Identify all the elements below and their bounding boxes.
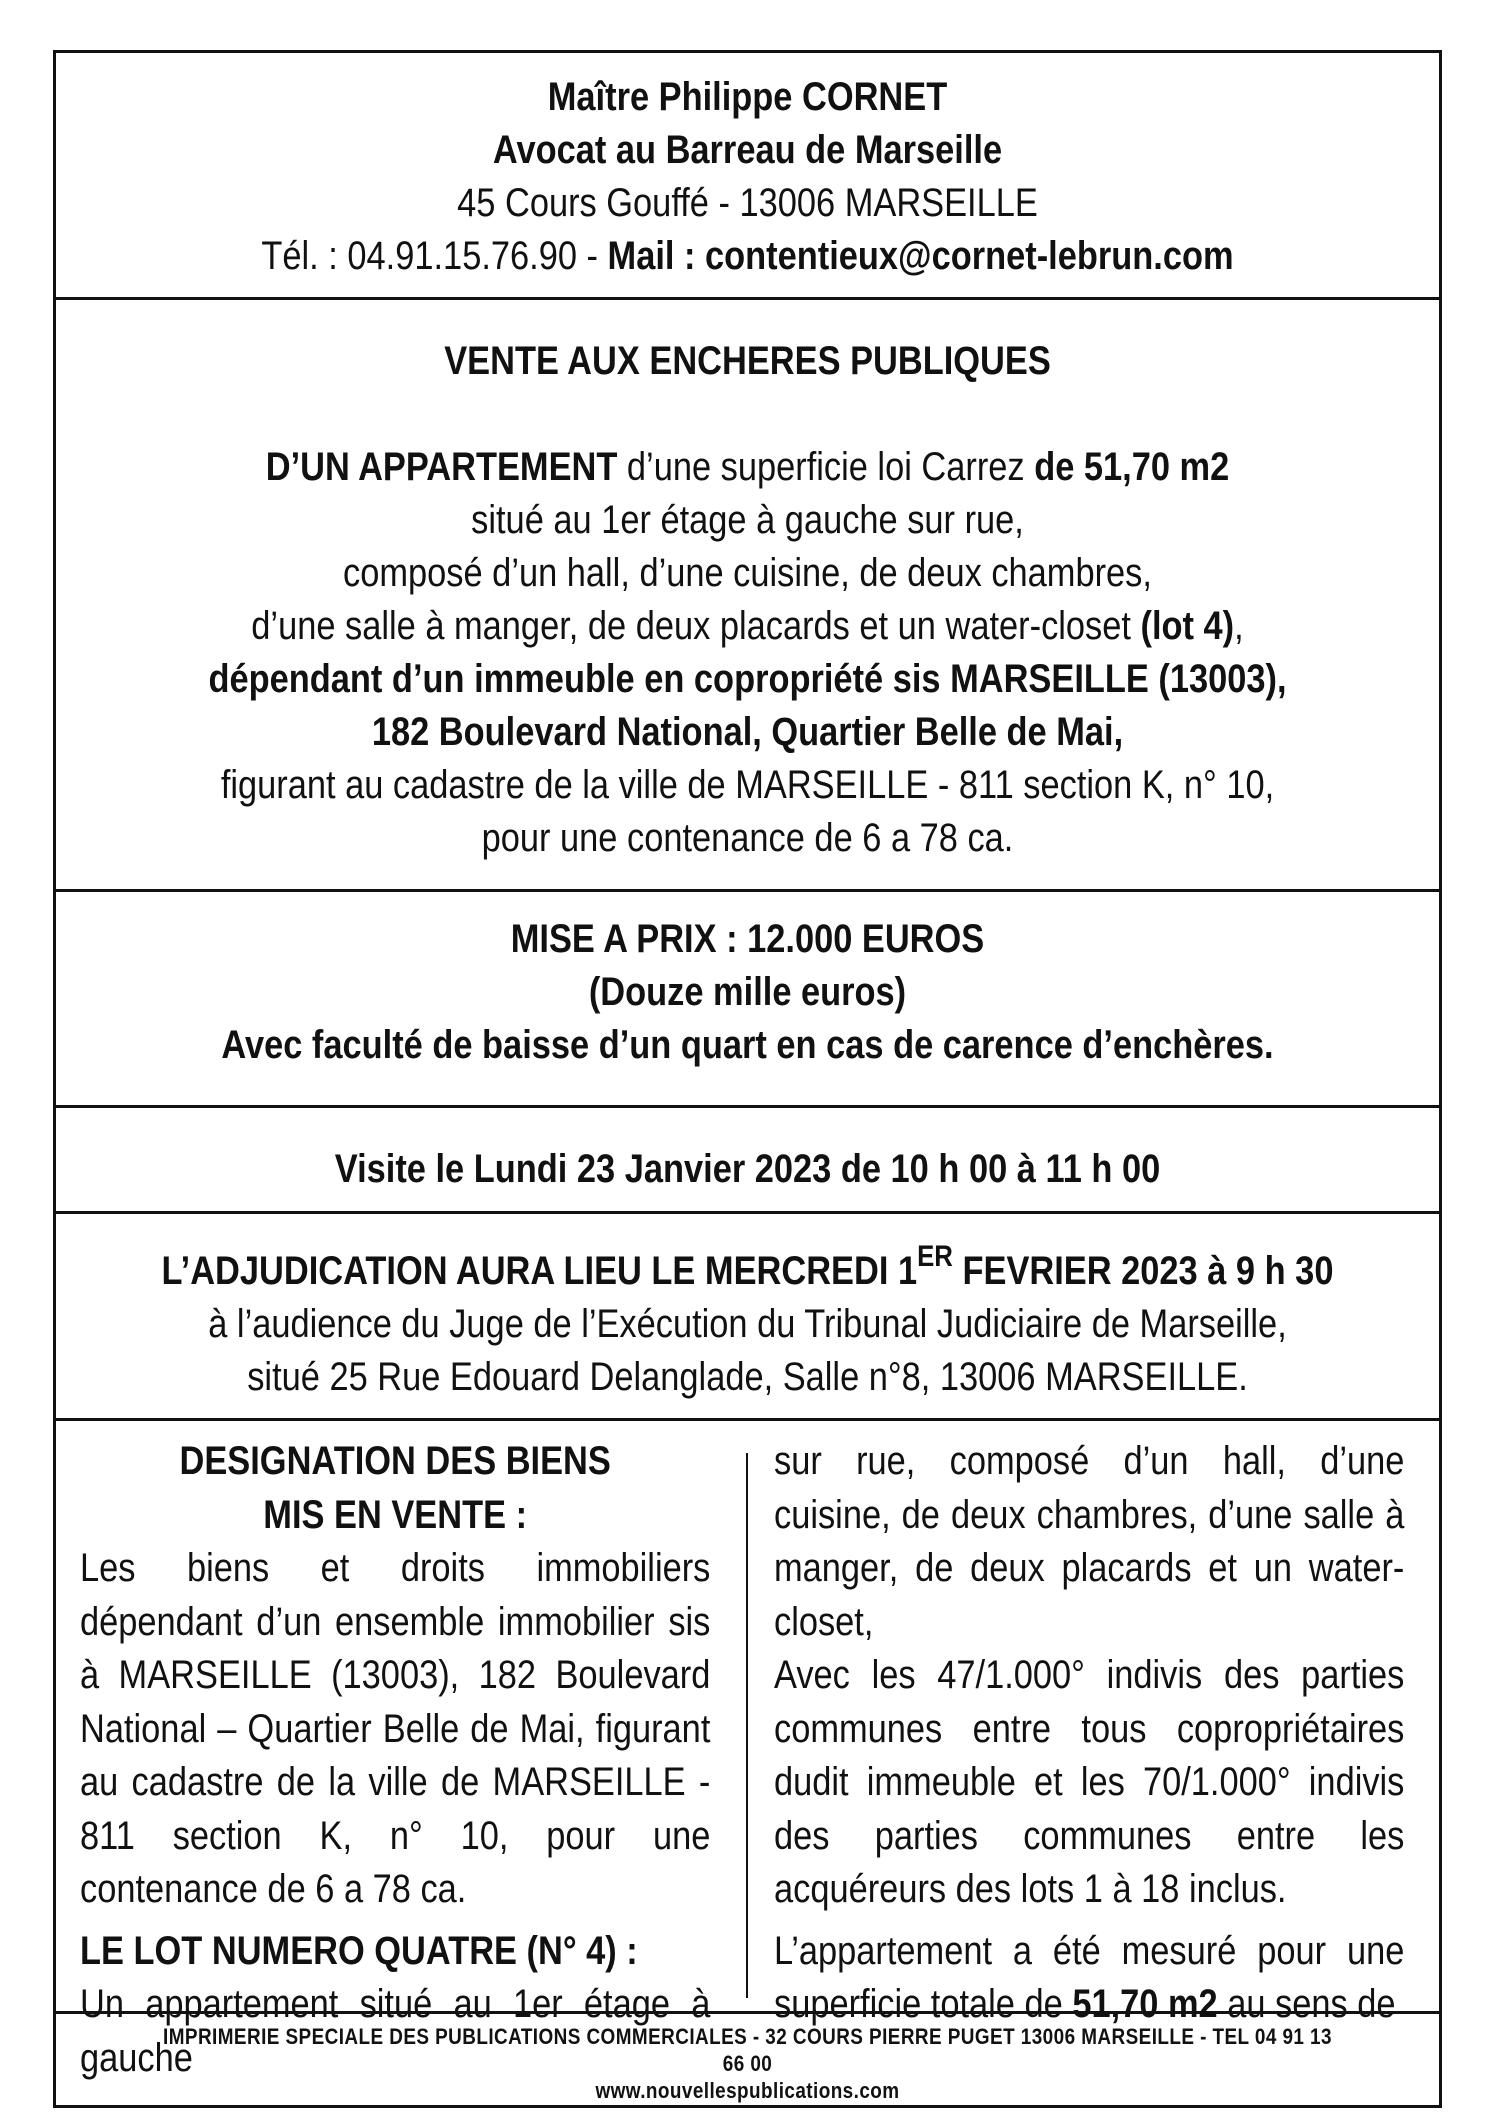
lawyer-title: Avocat au Barreau de Marseille <box>492 128 1003 172</box>
adjudication-text-b: FEVRIER 2023 à 9 h 30 <box>952 1249 1334 1293</box>
sale-line-6: 182 Boulevard National, Quartier Belle de Mai, <box>371 710 1124 754</box>
adjudication-court: à l’audience du Juge de l’Exécution du Tribunal Judiciaire de Marseille, <box>208 1302 1287 1346</box>
lawyer-phone: Tél. : 04.91.15.76.90 - <box>261 234 608 278</box>
printer-address: IMPRIMERIE SPECIALE DES PUBLICATIONS COMMERCIALES - 32 COURS PIERRE PUGET 13006 MARSEILLE - TEL 04 91 13 66 00 <box>163 2024 1332 2076</box>
divider <box>56 889 1439 892</box>
measurement-text-end: au sens de <box>1217 1982 1396 2026</box>
sale-line-7: figurant au cadastre de la ville de MARSEILLE - 811 section K, n° 10, <box>220 763 1275 807</box>
sale-line-8: pour une contenance de 6 a 78 ca. <box>481 816 1014 860</box>
designation-column <box>80 1435 710 2085</box>
lot-details-column <box>774 1435 1404 2032</box>
sale-line-3: composé d’un hall, d’une cuisine, de deux chambres, <box>343 551 1152 595</box>
divider <box>56 2011 1439 2014</box>
sale-line-4 <box>153 600 1342 653</box>
starting-price <box>153 913 1342 1072</box>
notice-frame <box>53 50 1442 2108</box>
printer-footer <box>153 2023 1342 2104</box>
lot-title: LE LOT NUMERO QUATRE (N° 4) : <box>80 1928 638 1973</box>
designation-title-2: MIS EN VENTE : <box>263 1492 528 1537</box>
divider <box>56 1418 1439 1421</box>
price-line-1: MISE A PRIX : 12.000 EUROS <box>510 917 985 961</box>
sale-description <box>153 335 1342 865</box>
common-parts-paragraph: Avec les 47/1.000° indivis des parties communes entre tous copropriétaires dudit immeuble et les 70/1.000° indivis des parties communes entre les acquéreurs des lots 1 à 18 inclus. <box>774 1653 1405 1911</box>
rooms-text: d’une salle à manger, de deux placards et un water-closet <box>251 604 1141 648</box>
sale-line-2: situé au 1er étage à gauche sur rue, <box>471 498 1024 542</box>
price-line-2: (Douze mille euros) <box>588 970 907 1014</box>
divider <box>56 1211 1439 1214</box>
lawyer-contact <box>153 230 1342 283</box>
column-divider <box>746 1453 748 1998</box>
lot-number: (lot 4) <box>1140 604 1235 648</box>
lot-paragraph-start: Un appartement situé au 1er étage à gauche <box>80 1982 711 2080</box>
adjudication-text-a: L’ADJUDICATION AURA LIEU LE MERCREDI 1 <box>161 1249 918 1293</box>
adjudication-address: situé 25 Rue Edouard Delanglade, Salle n°8, 13006 MARSEILLE. <box>247 1355 1248 1399</box>
sale-line-5: dépendant d’un immeuble en copropriété sis MARSEILLE (13003), <box>208 657 1287 701</box>
sale-line-1 <box>153 441 1342 494</box>
lot-paragraph-continued: sur rue, composé d’un hall, d’une cuisine, de deux chambres, d’une salle à manger, de deux placards et un water-closet, <box>774 1439 1405 1644</box>
lawyer-mail: Mail : contentieux@cornet-lebrun.com <box>607 234 1234 278</box>
surface-value: de 51,70 m2 <box>1034 445 1230 489</box>
measurement-text: L’appartement a été mesuré pour une superficie totale de <box>774 1928 1405 2026</box>
printer-website: www.nouvellespublications.com <box>595 2078 900 2103</box>
adjudication-date <box>153 1240 1342 1298</box>
divider <box>56 1105 1439 1108</box>
designation-title-1: DESIGNATION DES BIENS <box>179 1439 611 1483</box>
measurement-paragraph <box>774 1925 1404 2032</box>
ordinal-suffix: ER <box>917 1240 953 1273</box>
apartment-label: D’UN APPARTEMENT <box>265 445 618 489</box>
designation-paragraph: Les biens et droits immobiliers dépendant d’un ensemble immobilier sis à MARSEILLE (13003), 182 Boulevard National – Quartier Belle de Mai, figurant au cadastre de la ville de MARSEILLE - 811 section K, n° 10, pour une contenance de 6 a 78 ca. <box>80 1546 711 1911</box>
sale-title: VENTE AUX ENCHERES PUBLIQUES <box>444 339 1051 383</box>
lawyer-name: Maître Philippe CORNET <box>547 75 948 119</box>
adjudication-info <box>153 1240 1342 1404</box>
measurement-value: 51,70 m2 <box>1072 1982 1218 2026</box>
lawyer-address: 45 Cours Gouffé - 13006 MARSEILLE <box>457 181 1038 225</box>
divider <box>56 297 1439 300</box>
lawyer-header <box>153 71 1342 283</box>
price-line-3: Avec faculté de baisse d’un quart en cas de carence d’enchères. <box>221 1023 1274 1067</box>
visit-info <box>153 1143 1342 1196</box>
comma: , <box>1234 604 1244 648</box>
visit-date: Visite le Lundi 23 Janvier 2023 de 10 h 00 à 11 h 00 <box>334 1147 1161 1191</box>
surface-text: d’une superficie loi Carrez <box>617 445 1035 489</box>
